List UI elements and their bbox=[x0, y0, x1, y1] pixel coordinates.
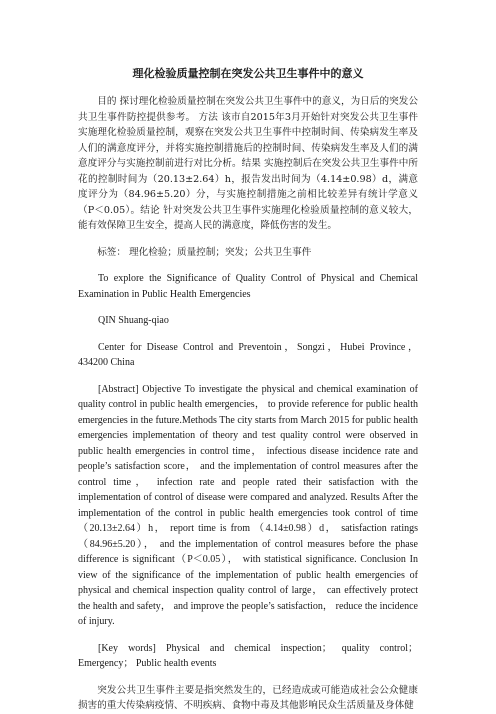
chinese-keywords: 标签： 理化检验；质量控制；突发；公共卫生事件 bbox=[97, 246, 312, 258]
chinese-abstract: 目的 探讨理化检验质量控制在突发公共卫生事件中的意义，为日后的突发公共卫生事件防控提供参考。 方法 该市自2015年3月开始针对突发公共卫生事件实施理化检验质量控制，观察在突发公共卫生事件中控制时间、传染病发生率及人们的满意度评分，并将实施控制措施后的控制时间、传染病发生率及人们的满意度评分与实施控制前进行对比分析。结果 实施控制后在突发公共卫生事件中所花的控制时间为（20.13±2.64）h，报告发出时间为（4.14±0.98）d，满意度评分为（84.96±5.20）分，与实施控制措施之前相比较差异有统计学意义（P＜0.05）。结论 针对突发公共卫生事件实施理化检验质量控制的意义较大，能有效保障卫生安全，提高人民的满意度，降低伤害的发生。 bbox=[78, 96, 418, 231]
english-abstract: [Abstract] Objective To investigate the physical and chemical examination of quality control in public health emergencies， to provide reference for public health emergencies in the future.Methods The city starts from March 2015 for public health emergencies implementation of theory and test quality control were observed in public health emergencies in control time， infectious disease incidence rate and people’s satisfaction score， and the implementation of control measures after the control time， infection rate and people rated their satisfaction with the implementation of control of disease were compared and analyzed. Results After the implementation of the control in public health emergencies took control of time （20.13±2.64）h， report time is from （4.14±0.98）d， satisfaction ratings （84.96±5.20）， and the implementation of control measures before the phase difference is significant（P＜0.05）， with statistical significance. Conclusion In view of the significance of the implementation of public health emergencies of physical and chemical inspection quality control of large， can effectively protect the health and safety， and improve the people’s satisfaction， reduce the incidence of injury. bbox=[78, 383, 418, 627]
english-keywords: [Key words] Physical and chemical inspection； quality control； Emergency； Public health events bbox=[78, 642, 418, 669]
paper-title: 理化检验质量控制在突发公共卫生事件中的意义 bbox=[132, 67, 364, 80]
english-title: To explore the Significance of Quality Control of Physical and Chemical Examination in Public Health Emergencies bbox=[78, 273, 418, 300]
author-name: QIN Shuang-qiao bbox=[98, 315, 169, 326]
author-affiliation: Center for Disease Control and Preventoin，Songzi，Hubei Province，434200 China bbox=[78, 341, 418, 368]
body-paragraph: 突发公共卫生事件主要是指突然发生的，已经造成或可能造成社会公众健康损害的重大传染病疫情、不明疾病、食物中毒及其他影响民众生活质量及身体健 bbox=[78, 684, 418, 711]
